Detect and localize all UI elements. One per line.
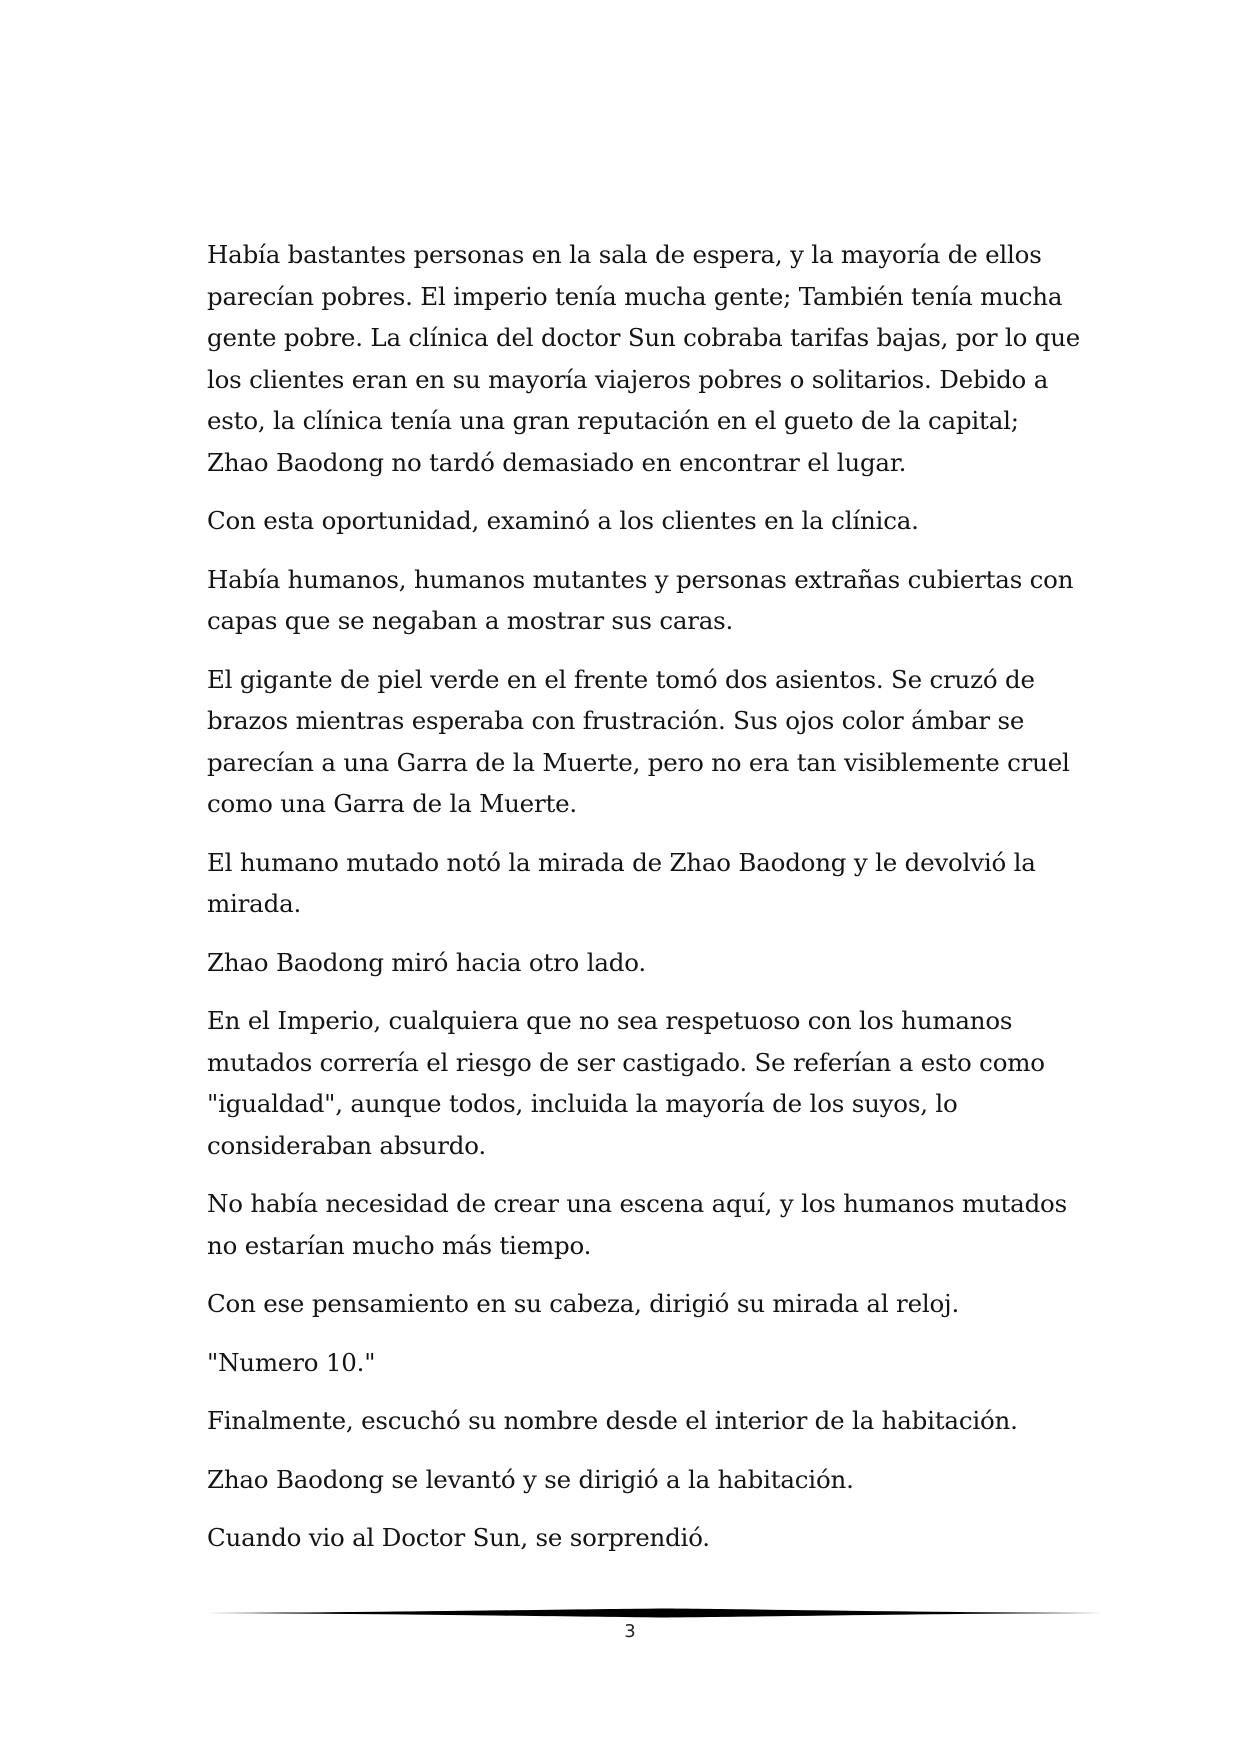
paragraph-1: Había bastantes personas en la sala de espera, y la mayoría de ellos parecían pobres. El imperio tenía mucha gente; También tenía mucha gente pobre. La clínica del doctor Sun cobraba tarifas bajas, por lo que los clientes eran en su mayoría viajeros pobres o solitarios. Debido a esto, la clínica tenía una gran reputación en el gueto de la capital; Zhao Baodong no tardó demasiado en encontrar el lugar. [207,240,1081,477]
paragraph-13: Cuando vio al Doctor Sun, se sorprendió. [207,1523,710,1552]
page-number: 3 [624,1621,636,1642]
paragraph-5: El humano mutado notó la mirada de Zhao Baodong y le devolvió la mirada. [207,847,1036,918]
paragraph-12: Zhao Baodong se levantó y se dirigió a la habitación. [207,1464,854,1494]
paragraph-10: "Numero 10." [207,1347,376,1377]
paragraph-11: Finalmente, escuchó su nombre desde el interior de la habitación. [207,1406,1018,1435]
paragraph-4: El gigante de piel verde en el frente tomó dos asientos. Se cruzó de brazos mientras esperaba con frustración. Sus ojos color ámbar se parecían a una Garra de la Muerte, pero no era tan visiblemente cruel como una Garra de la Muerte. [207,664,1070,818]
paragraph-9: Con ese pensamiento en su cabeza, dirigió su mirada al reloj. [207,1289,960,1318]
paragraph-6: Zhao Baodong miró hacia otro lado. [207,947,646,977]
paragraph-7: En el Imperio, cualquiera que no sea respetuoso con los humanos mutados correría el riesgo de ser castigado. Se referían a esto como "igualdad", aunque todos, incluida la mayoría de los suyos, lo consideraban absurdo. [207,1006,1045,1160]
paragraph-3: Había humanos, humanos mutantes y personas extrañas cubiertas con capas que se negaban a mostrar sus caras. [207,564,1074,635]
paragraph-8: No había necesidad de crear una escena aquí, y los humanos mutados no estarían mucho más tiempo. [207,1189,1067,1260]
footer-divider [207,1606,1103,1620]
paragraph-2: Con esta oportunidad, examinó a los clientes en la clínica. [207,506,919,535]
body-text [207,234,1087,1576]
